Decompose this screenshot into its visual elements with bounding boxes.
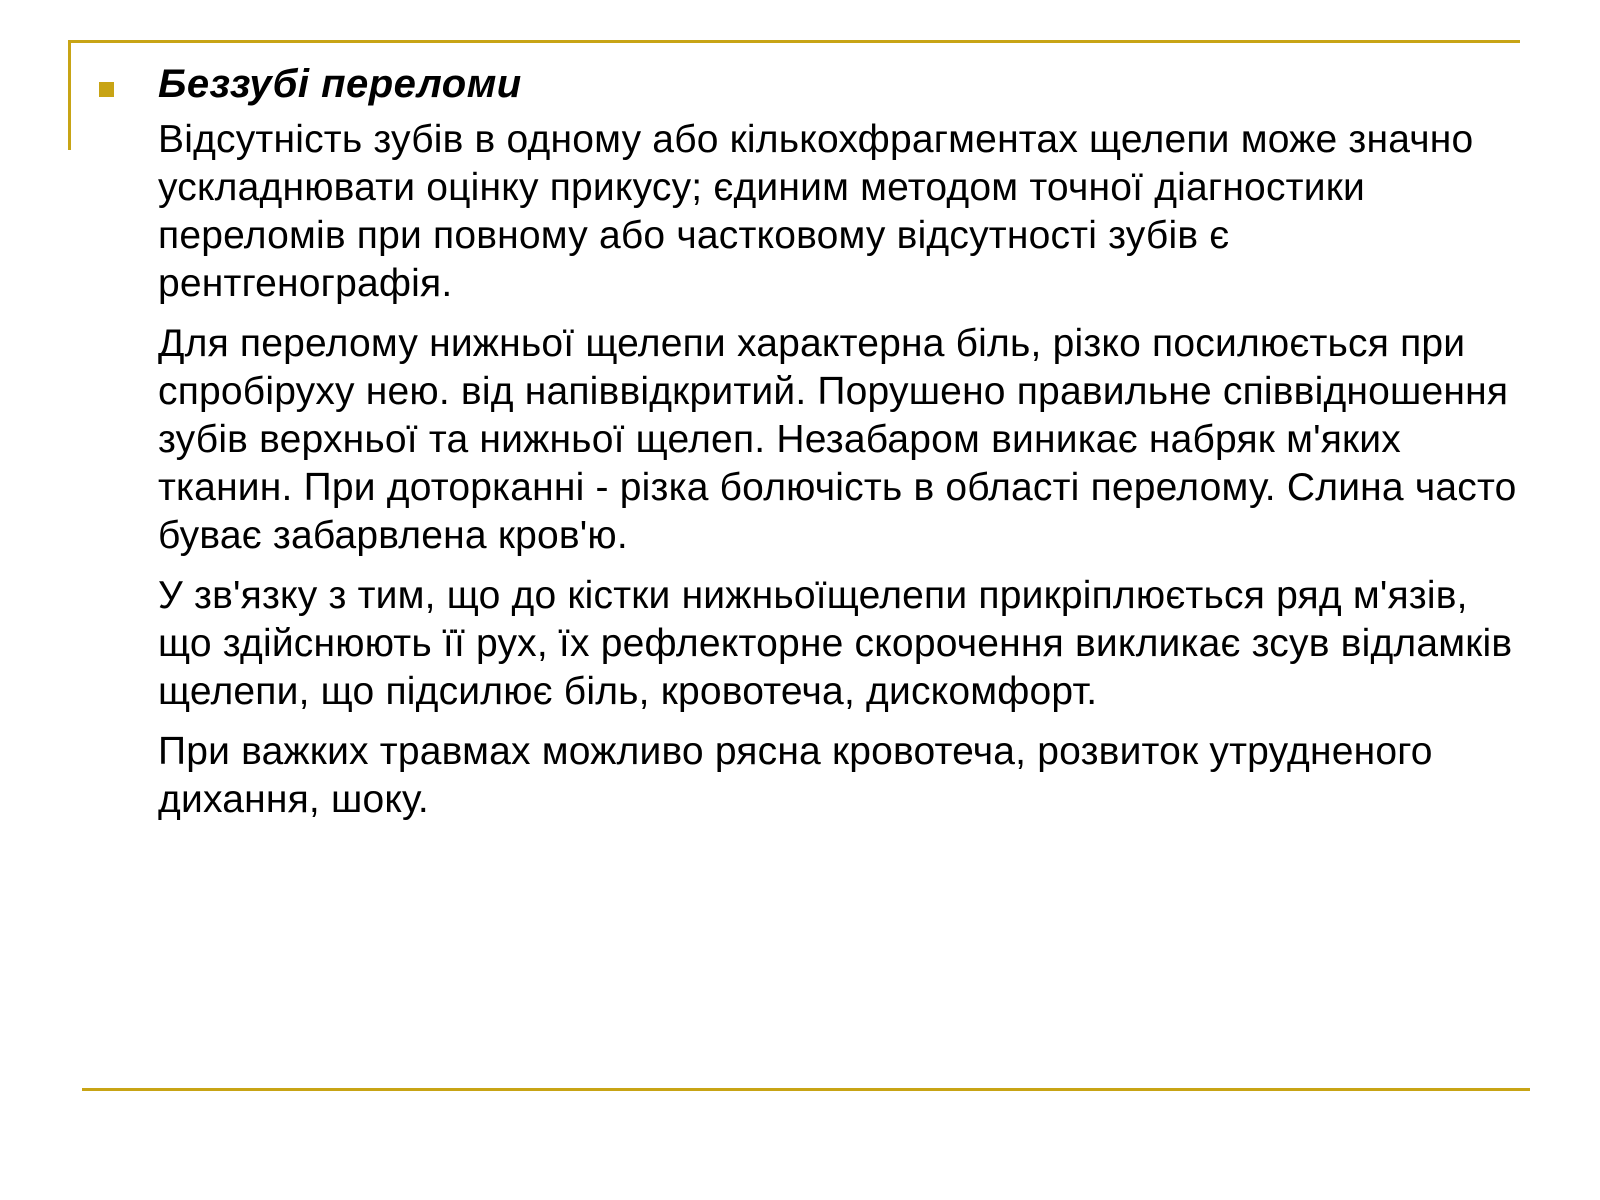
frame-top-line — [68, 40, 1520, 43]
paragraph-severe-trauma: При важких травмах можливо рясна кровотеча, розвиток утрудненого дихання, шоку. — [158, 730, 1433, 821]
frame-left-line — [68, 40, 71, 150]
slide-heading: Беззубі переломи — [158, 62, 522, 106]
frame-bottom-line — [82, 1088, 1530, 1091]
slide-content — [158, 58, 1528, 836]
paragraph-edentulous: Відсутність зубів в одному або кількохфрагментах щелепи може значно ускладнювати оцінку прикусу; єдиним методом точної діагностики переломів при повному або частковому відсутності зубів є рентгенографія. — [158, 118, 1474, 305]
paragraph-symptoms: Для перелому нижньої щелепи характерна біль, різко посилюється при спробіруху нею. від напіввідкритий. Порушено правильне співвідношення зубів верхньої та нижньої щелеп. Незабаром виникає набряк м'яких тканин. При доторканні - різка болючість в області перелому. Слина часто буває забарвлена кров'ю. — [158, 322, 1517, 557]
paragraph-muscles: У зв'язку з тим, що до кістки нижньоїщелепи прикріплюється ряд м'язів, що здійснюють її рух, їх рефлекторне скорочення викликає зсув відламків щелепи, що підсилює біль, кровотеча, дискомфорт. — [158, 574, 1513, 713]
square-bullet-icon — [99, 82, 114, 97]
